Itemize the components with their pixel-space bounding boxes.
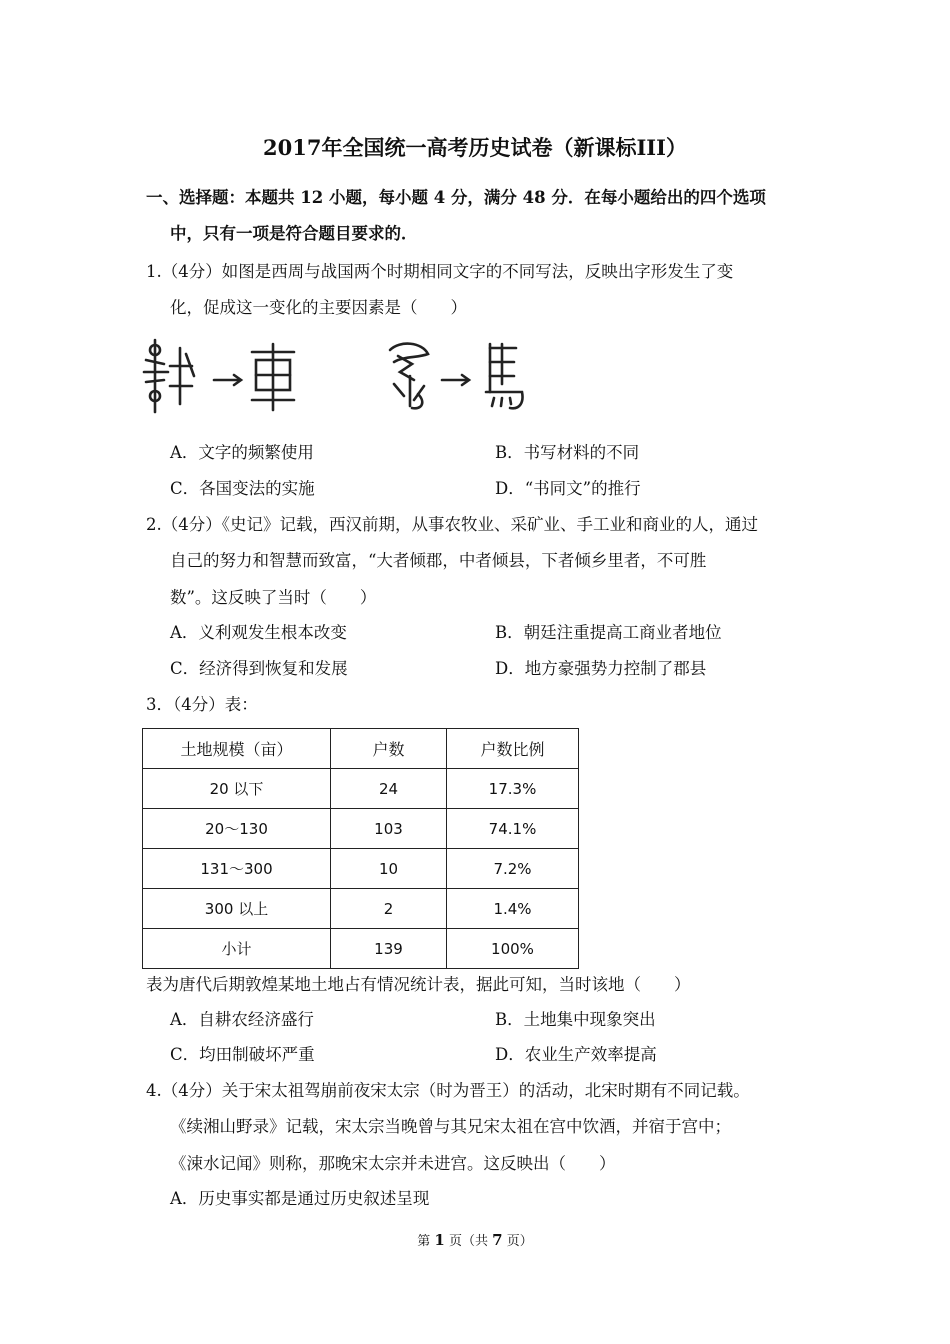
arrow-icon [442,375,469,385]
land-statistics-table [142,728,579,969]
q1-option-a: A．文字的频繁使用 [170,443,314,462]
q1-option-c: C．各国变法的实施 [170,479,315,498]
q4-option-a: A．历史事实都是通过历史叙述呈现 [170,1189,430,1208]
q4-stem-line1: 4.（4分）关于宋太祖驾崩前夜宋太宗（时为晋王）的活动，北宋时期有不同记载。 [146,1081,750,1100]
table-header-cell: 土地规模（亩） [143,729,331,769]
footer-suffix: 页） [502,1234,533,1249]
q3-intro: 3．（4分）表： [146,695,258,714]
section-heading-line1: 一、选择题：本题共 12 小题，每小题 4 分，满分 48 分．在每小题给出的四个选项 [146,188,766,207]
later-che-glyph [252,344,294,410]
early-che-glyph [144,340,194,412]
table-cell: 2 [331,889,447,929]
page-footer [0,1230,950,1249]
table-cell: 17.3% [447,769,579,809]
footer-middle: 页（共 [444,1234,493,1249]
table-cell: 1.4% [447,889,579,929]
q1-stem-line1: 1.（4分）如图是西周与战国两个时期相同文字的不同写法，反映出字形发生了变 [146,262,734,281]
q1-stem-line2: 化，促成这一变化的主要因素是（ ） [170,298,467,317]
section-heading-line2: 中，只有一项是符合题目要求的． [170,224,418,243]
q4-stem-line3: 《涑水记闻》则称，那晚宋太宗并未进宫。这反映出（ ） [170,1154,616,1173]
table-cell: 24 [331,769,447,809]
q4-stem-line2: 《续湘山野录》记载，宋太宗当晚曾与其兄宋太祖在宫中饮酒，并宿于宫中； [170,1117,731,1136]
table-cell: 131～300 [143,849,331,889]
table-cell: 7.2% [447,849,579,889]
table-header-cell: 户数比例 [447,729,579,769]
table-cell: 300 以上 [143,889,331,929]
q3-stem: 表为唐代后期敦煌某地土地占有情况统计表，据此可知，当时该地（ ） [146,975,691,994]
later-ma-glyph [486,344,523,408]
q3-option-c: C．均田制破坏严重 [170,1045,315,1064]
table-cell: 74.1% [447,809,579,849]
ancient-characters-figure [142,336,532,416]
table-cell: 100% [447,929,579,969]
table-cell: 20 以下 [143,769,331,809]
table-cell: 139 [331,929,447,969]
q2-option-c: C．经济得到恢复和发展 [170,659,348,678]
table-row [143,889,579,929]
page-title: 2017年全国统一高考历史试卷（新课标III） [263,135,687,160]
footer-total-pages: 7 [492,1231,503,1249]
q2-option-a: A．义利观发生根本改变 [170,623,347,642]
table-row [143,809,579,849]
footer-page-number: 1 [434,1231,445,1249]
early-ma-glyph [390,344,428,409]
q2-stem-line3: 数”。这反映了当时（ ） [170,588,377,607]
table-cell: 小计 [143,929,331,969]
table-cell: 20～130 [143,809,331,849]
q2-stem-line2: 自己的努力和智慧而致富，“大者倾郡，中者倾县，下者倾乡里者，不可胜 [170,551,707,570]
table-cell: 103 [331,809,447,849]
table-header-cell: 户数 [331,729,447,769]
q1-option-b: B．书写材料的不同 [495,443,640,462]
table-row [143,929,579,969]
table-cell: 10 [331,849,447,889]
table-header-row [143,729,579,769]
table-row [143,849,579,889]
q3-option-d: D．农业生产效率提高 [495,1045,657,1064]
q2-option-d: D．地方豪强势力控制了郡县 [495,659,707,678]
q3-option-a: A．自耕农经济盛行 [170,1010,314,1029]
footer-prefix: 第 [417,1234,435,1249]
arrow-icon [214,375,241,385]
table-row [143,769,579,809]
q2-option-b: B．朝廷注重提高工商业者地位 [495,623,722,642]
q2-stem-line1: 2.（4分）《史记》记载，西汉前期，从事农牧业、采矿业、手工业和商业的人，通过 [146,515,758,534]
q1-option-d: D．“书同文”的推行 [495,479,641,498]
q3-option-b: B．土地集中现象突出 [495,1010,656,1029]
